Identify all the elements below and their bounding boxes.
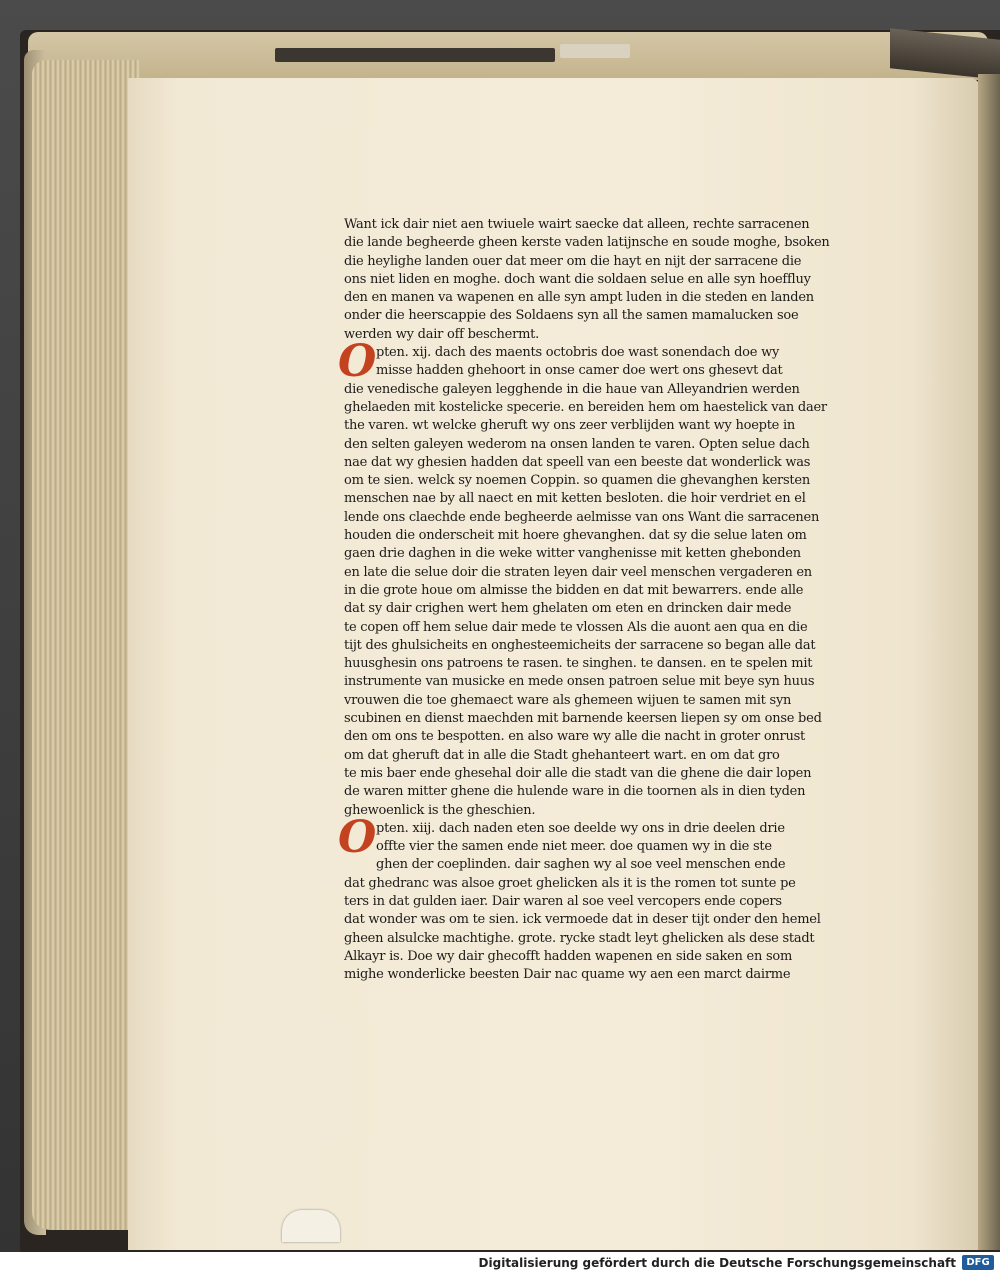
paragraph-1 [344, 216, 870, 344]
dfg-logo: DFG [962, 1255, 994, 1270]
text-line: gheen alsulcke machtighe. grote. rycke stadt leyt ghelicken als dese stadt [344, 930, 815, 946]
page-stack-edge [32, 60, 140, 1230]
text-line: lende ons claechde ende begheerde aelmisse van ons Want die sarracenen [344, 509, 820, 525]
text-line: Alkayr is. Doe wy dair ghecofft hadden wapenen en side saken en som [344, 948, 793, 964]
text-line: die lande begheerde gheen kerste vaden latijnsche en soude moghe, bsoken [344, 235, 830, 251]
text-line: dat ghedranc was alsoe groet ghelicken als it is the romen tot sunte pe [344, 875, 796, 891]
page-right-edge [978, 74, 1000, 1250]
text-line: ters in dat gulden iaer. Dair waren al soe veel vercopers ende copers [344, 893, 782, 909]
rubricated-initial: O [338, 811, 377, 863]
text-line: pten. xij. dach des maents octobris doe wast sonendach doe wy [376, 345, 780, 361]
text-line: pten. xiij. dach naden eten soe deelde wy ons in drie deelen drie [376, 820, 785, 836]
text-line: ghen der coeplinden. dair saghen wy al soe veel menschen ende [376, 857, 786, 873]
text-line: Want ick dair niet aen twiuele wairt saecke dat alleen, rechte sarracenen [344, 217, 810, 232]
text-line: the varen. wt welcke gheruft wy ons zeer verblijden want wy hoepte in [344, 418, 796, 434]
text-line: houden die onderscheit mit hoere ghevanghen. dat sy die selue laten om [344, 528, 807, 544]
text-line: instrumente van musicke en mede onsen patroen selue mit beye syn huus [344, 674, 815, 690]
text-line: dat sy dair crighen wert hem ghelaten om eten en drincken dair mede [344, 601, 792, 617]
text-line: vrouwen die toe ghemaect ware als ghemeen wijuen te samen mit syn [344, 692, 792, 708]
text-line: te copen off hem selue dair mede te vlossen Als die auont aen qua en die [344, 619, 808, 635]
paragraph-3 [338, 811, 870, 985]
text-line: misse hadden ghehoort in onse camer doe wert ons ghesevt dat [376, 363, 783, 379]
paragraph-2 [338, 336, 870, 820]
text-line: ons niet liden en moghe. doch want die soldaen selue en alle syn hoeffluy [344, 271, 811, 287]
text-line: in die grote houe om almisse the bidden en dat mit bewarrers. ende alle [344, 582, 804, 598]
binding-tape [275, 48, 555, 62]
text-line: nae dat wy ghesien hadden dat speell van een beeste dat wonderlick was [344, 454, 811, 470]
text-line: scubinen en dienst maechden mit barnende keersen liepen sy om onse bed [344, 711, 822, 727]
printed-text [338, 216, 870, 984]
text-line: onder die heerscappie des Soldaens syn all the samen mamalucken soe [344, 308, 799, 324]
footer-bar [0, 1252, 1000, 1274]
binding-label [560, 44, 630, 58]
page-tab [282, 1210, 340, 1242]
text-line: den en manen va wapenen en alle syn ampt luden in die steden en landen [344, 290, 814, 306]
text-line: offte vier the samen ende niet meer. doe quamen wy in die ste [376, 839, 772, 855]
text-line: te mis baer ende ghesehal doir alle die stadt van die ghene die dair lopen [344, 765, 812, 781]
text-line: mighe wonderlicke beesten Dair nac quame wy aen een marct dairme [344, 967, 791, 983]
text-line: de waren mitter ghene die hulende ware in die toornen als in dien tyden [344, 784, 806, 800]
rubricated-initial: O [338, 336, 377, 388]
text-line: den om ons te bespotten. en also ware wy alle die nacht in groter onrust [344, 729, 806, 745]
text-line: gaen drie daghen in die weke witter vanghenisse mit ketten ghebonden [344, 546, 801, 562]
text-line: tijt des ghulsicheits en onghesteemicheits der sarracene so began alle dat [344, 637, 816, 653]
text-line: dat wonder was om te sien. ick vermoede dat in deser tijt onder den hemel [344, 912, 821, 928]
text-line: en late die selue doir die straten leyen dair veel menschen vergaderen en [344, 564, 812, 580]
text-line: den selten galeyen wederom na onsen landen te varen. Opten selue dach [344, 436, 810, 452]
funding-credit: Digitalisierung gefördert durch die Deutsche Forschungsgemeinschaft [478, 1256, 956, 1270]
text-line: werden wy dair off beschermt. [344, 326, 539, 342]
text-line: die heylighe landen ouer dat meer om die hayt en nijt der sarracene die [344, 253, 802, 269]
text-line: ghewoenlick is the gheschien. [344, 802, 536, 818]
text-line: om te sien. welck sy noemen Coppin. so quamen die ghevanghen kersten [344, 473, 810, 489]
text-line: ghelaeden mit kostelicke specerie. en bereiden hem om haestelick van daer [344, 399, 827, 415]
text-line: die venedische galeyen legghende in die haue van Alleyandrien werden [344, 381, 800, 397]
text-line: menschen nae by all naect en mit ketten besloten. die hoir verdriet en el [344, 491, 806, 507]
text-line: huusghesin ons patroens te rasen. te singhen. te dansen. en te spelen mit [344, 656, 813, 672]
text-line: om dat gheruft dat in alle die Stadt ghehanteert wart. en om dat gro [344, 747, 780, 763]
